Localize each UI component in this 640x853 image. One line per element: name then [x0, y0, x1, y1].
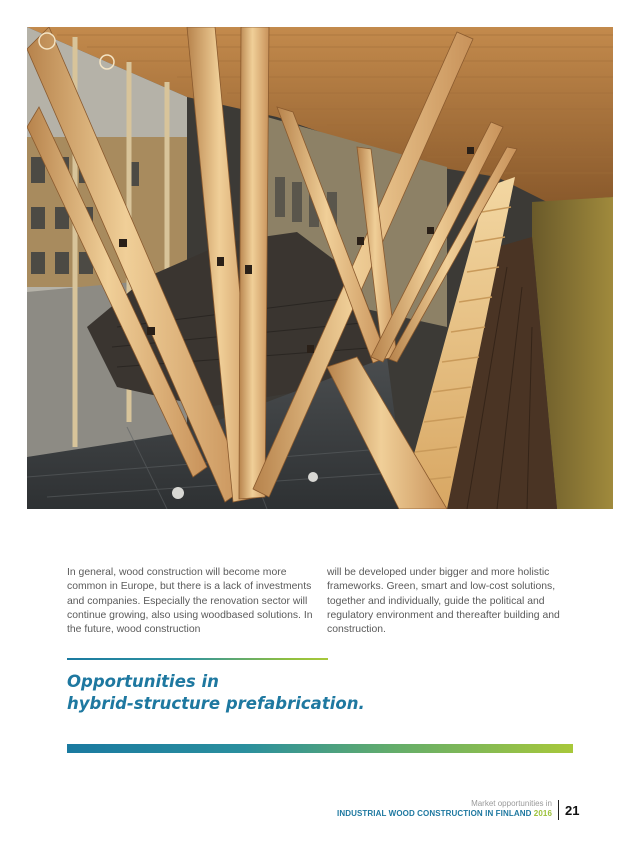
footer-separator: [558, 800, 559, 820]
footer-publication-title: INDUSTRIAL WOOD CONSTRUCTION IN FINLAND: [337, 809, 532, 818]
page-number: 21: [565, 803, 580, 818]
atrium-photo: [27, 27, 613, 509]
body-text-column-right: [327, 566, 577, 637]
footer-subtitle: Market opportunities in: [471, 799, 552, 808]
body-paragraph-left: In general, wood construction will become more common in Europe, but there is a lack of investments and companies. Especially the renovation sector will continue growing, also using woodbased solutions. In the future, wood construction: [67, 567, 313, 636]
running-footer: [337, 799, 552, 819]
gradient-bar: [67, 744, 573, 753]
callout-divider: [67, 658, 328, 660]
body-paragraph-right: will be developed under bigger and more holistic frameworks. Green, smart and low-cost solutions, together and individually, guide the political and regulatory environment and thereafter building and construction.: [327, 567, 560, 636]
callout-line-2: hybrid-structure prefabrication.: [67, 694, 365, 713]
footer-year: 2016: [533, 809, 552, 818]
footer-publication: [337, 809, 552, 819]
callout-line-1: Opportunities in: [67, 672, 219, 691]
body-text-column-left: [67, 566, 317, 637]
callout-heading: [67, 671, 407, 715]
